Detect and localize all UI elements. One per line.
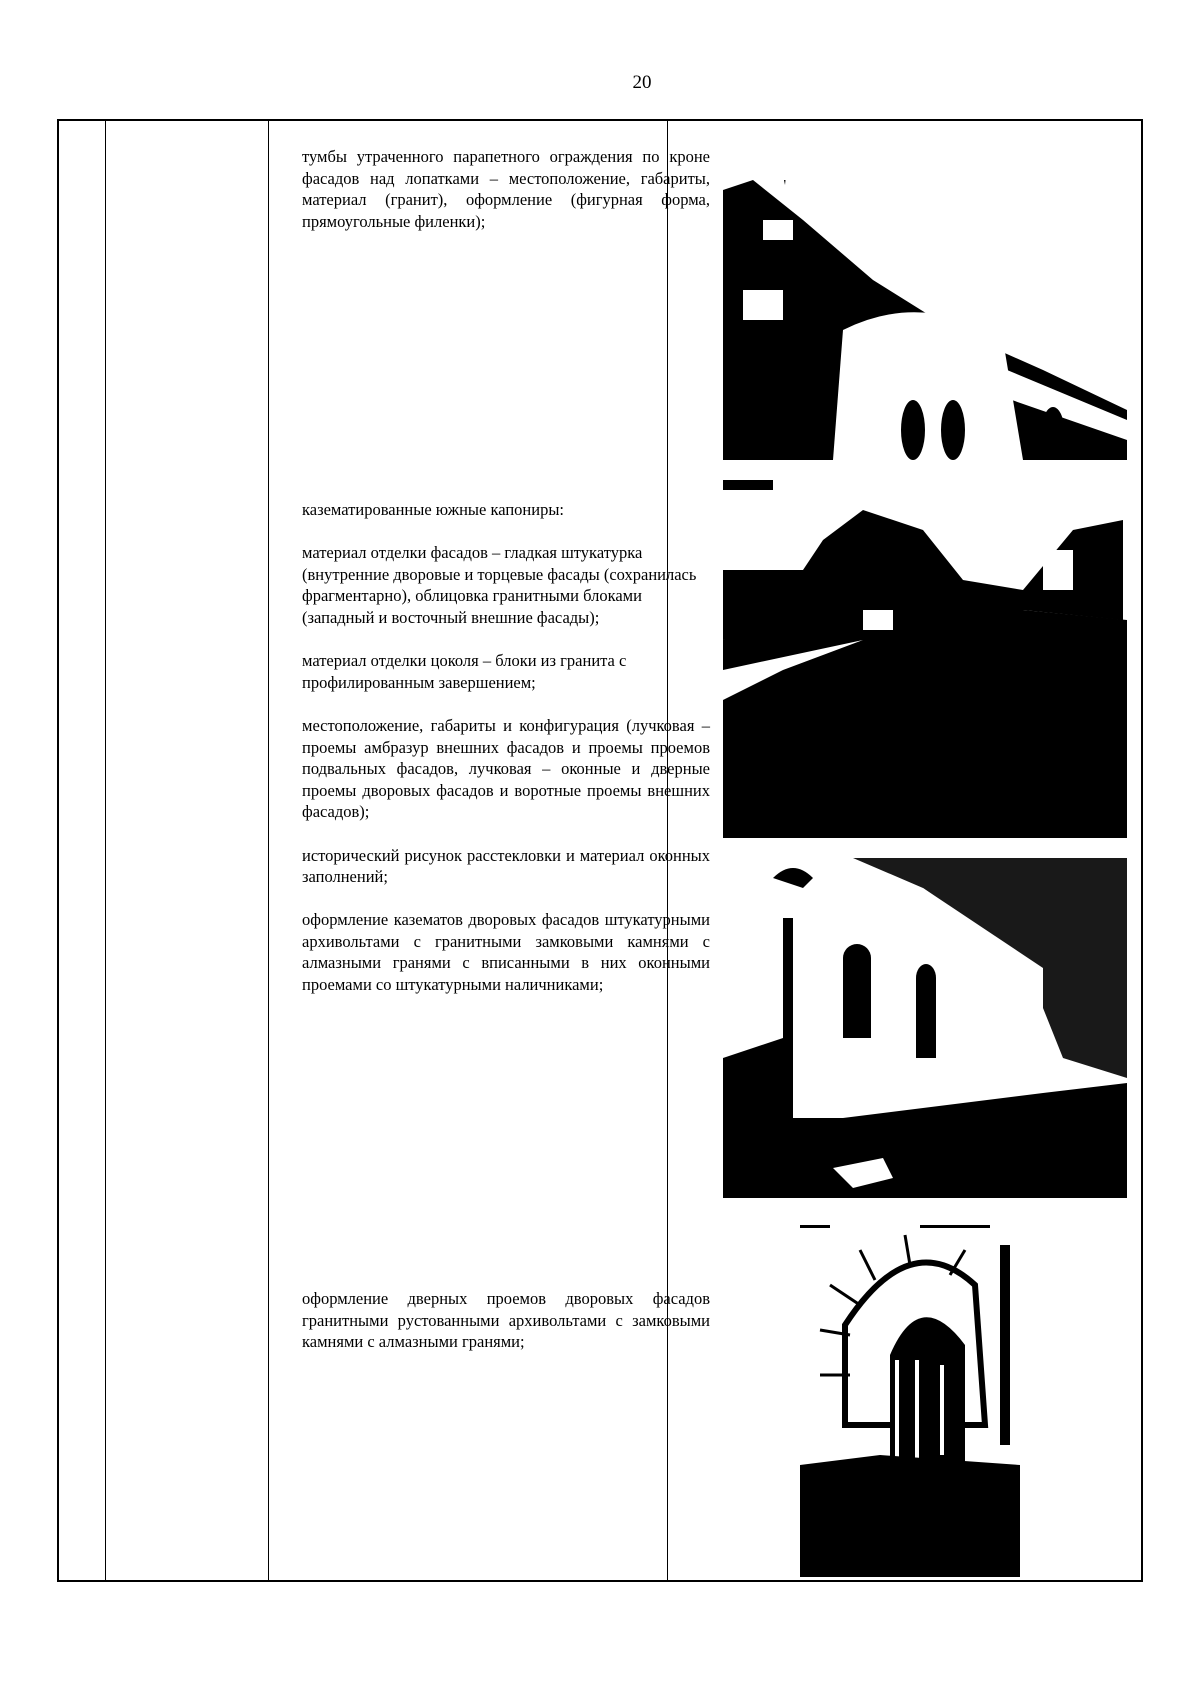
paragraph-glazing-pattern: исторический рисунок расстекловки и материал оконных заполнений;: [302, 845, 710, 887]
photo-courtyard-facade-image: [723, 858, 1127, 1198]
paragraph-openings-configuration: местоположение, габариты и конфигурация (лучковая – проемы амбразур внешних фасадов и проемы проемов подвальных фасадов, лучковая – оконные и дверные проемы дворовых фасадов и воротные проемы внешних фасадов);: [302, 715, 710, 822]
page-number: 20: [632, 72, 652, 93]
photo-parapet-facade-image: [723, 180, 1127, 460]
text-block-caponiers: [302, 499, 710, 996]
column-divider-2: [268, 121, 269, 1580]
photo-caponier: [723, 470, 1127, 838]
heading-caponiers: казематированные южные капониры:: [302, 500, 565, 519]
photo-courtyard-facade: [723, 858, 1127, 1198]
text-block-parapet: [302, 146, 710, 232]
paragraph-doorway-decoration: оформление дверных проемов дворовых фасадов гранитными рустованными архивольтами с замковыми камнями с алмазными гранями;: [302, 1289, 710, 1352]
photo-granite-doorway-image: [800, 1225, 1020, 1577]
photo-caponier-image: [723, 470, 1127, 838]
paragraph-parapet-posts: тумбы утраченного парапетного ограждения по кроне фасадов над лопатками – местоположение, габариты, материал (гранит), оформление (фигурная форма, прямоугольные филенки);: [302, 147, 710, 231]
paragraph-plinth-finish: материал отделки цоколя – блоки из гранита с профилированным завершением;: [302, 651, 627, 692]
text-block-doorways: [302, 1288, 710, 1353]
photo-parapet-facade: [723, 180, 1127, 460]
photo-granite-doorway: [800, 1225, 1020, 1577]
paragraph-casemate-decoration: оформление казематов дворовых фасадов штукатурными архивольтами с гранитными замковыми камнями с алмазными гранями с вписанными в них оконными проемами со штукатурными наличниками;: [302, 910, 710, 995]
column-divider-1: [105, 121, 106, 1580]
paragraph-facade-finish: материал отделки фасадов – гладкая штукатурка (внутренние дворовые и торцевые фасады (сохранилась фрагментарно), облицовка гранитными блоками (западный и восточный внешние фасады);: [302, 543, 697, 627]
